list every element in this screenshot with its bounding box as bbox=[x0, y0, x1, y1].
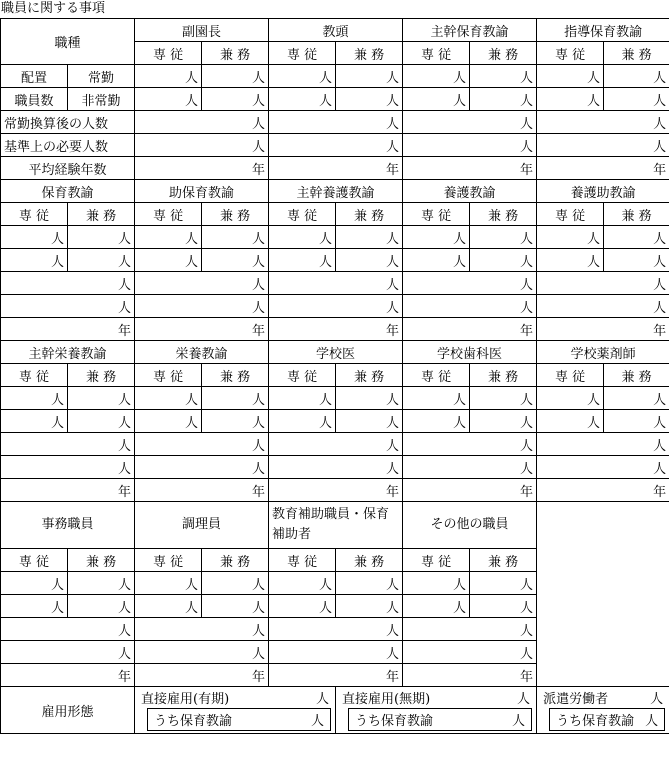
senju-label: 専 従 bbox=[403, 203, 470, 226]
kenmu-label: 兼 務 bbox=[202, 203, 269, 226]
years-field[interactable]: 年 bbox=[135, 664, 269, 687]
count-field[interactable]: 人 bbox=[470, 410, 537, 433]
count-field[interactable]: 人 bbox=[403, 111, 537, 134]
count-field[interactable]: 人 bbox=[269, 595, 336, 618]
role-header: 主幹栄養教諭 bbox=[1, 341, 135, 364]
count-field[interactable]: 人 bbox=[470, 88, 537, 111]
count-field[interactable]: 人 bbox=[1, 641, 135, 664]
role-header: 栄養教諭 bbox=[135, 341, 269, 364]
jokin-kansan-label: 常勤換算後の人数 bbox=[1, 111, 135, 134]
kenmu-label: 兼 務 bbox=[604, 42, 669, 65]
count-field[interactable]: 人 bbox=[202, 387, 269, 410]
count-field[interactable]: 人 bbox=[403, 433, 537, 456]
employment-count[interactable]: 人 bbox=[517, 692, 531, 707]
heikin-label: 平均経験年数 bbox=[1, 157, 135, 180]
count-field[interactable]: 人 bbox=[1, 387, 68, 410]
employment-label: 直接雇用(無期) bbox=[342, 692, 431, 707]
blank-area bbox=[537, 502, 669, 687]
count-field[interactable]: 人 bbox=[1, 595, 68, 618]
count-field[interactable]: 人 bbox=[336, 88, 403, 111]
count-field[interactable]: 人 bbox=[1, 456, 135, 479]
years-field[interactable]: 年 bbox=[269, 318, 403, 341]
count-field[interactable]: 人 bbox=[269, 226, 336, 249]
count-field[interactable]: 人 bbox=[269, 134, 403, 157]
years-field[interactable]: 年 bbox=[537, 479, 669, 502]
count-field[interactable]: 人 bbox=[537, 134, 669, 157]
count-field[interactable]: 人 bbox=[537, 387, 604, 410]
count-field[interactable]: 人 bbox=[403, 295, 537, 318]
count-field[interactable]: 人 bbox=[202, 410, 269, 433]
count-field[interactable]: 人 bbox=[604, 387, 669, 410]
count-field[interactable]: 人 bbox=[1, 433, 135, 456]
count-field[interactable]: 人 bbox=[403, 272, 537, 295]
count-field[interactable]: 人 bbox=[202, 249, 269, 272]
count-field[interactable]: 人 bbox=[269, 111, 403, 134]
count-field[interactable]: 人 bbox=[68, 226, 135, 249]
kenmu-label: 兼 務 bbox=[336, 42, 403, 65]
employment-count[interactable]: 人 bbox=[650, 692, 664, 707]
count-field[interactable]: 人 bbox=[1, 618, 135, 641]
count-field[interactable]: 人 bbox=[202, 65, 269, 88]
count-field[interactable]: 人 bbox=[269, 618, 403, 641]
role-header: 教頭 bbox=[269, 19, 403, 42]
count-field[interactable]: 人 bbox=[68, 572, 135, 595]
senju-label: 専 従 bbox=[1, 203, 68, 226]
count-field[interactable]: 人 bbox=[1, 226, 68, 249]
count-field[interactable]: 人 bbox=[403, 410, 470, 433]
role-header: 教育補助職員・保育補助者 bbox=[269, 502, 403, 549]
senju-label: 専 従 bbox=[135, 203, 202, 226]
count-field[interactable]: 人 bbox=[403, 572, 470, 595]
count-field[interactable]: 人 bbox=[537, 272, 669, 295]
kenmu-label: 兼 務 bbox=[336, 203, 403, 226]
role-header: その他の職員 bbox=[403, 502, 537, 549]
haichi-label: 配置 bbox=[1, 65, 68, 88]
count-field[interactable]: 人 bbox=[135, 88, 202, 111]
kenmu-label: 兼 務 bbox=[604, 203, 669, 226]
count-field[interactable]: 人 bbox=[403, 134, 537, 157]
count-field[interactable]: 人 bbox=[336, 226, 403, 249]
count-field[interactable]: 人 bbox=[269, 641, 403, 664]
kenmu-label: 兼 務 bbox=[202, 549, 269, 572]
count-field[interactable]: 人 bbox=[604, 88, 669, 111]
count-field[interactable]: 人 bbox=[135, 272, 269, 295]
count-field[interactable]: 人 bbox=[68, 595, 135, 618]
count-field[interactable]: 人 bbox=[269, 433, 403, 456]
count-field[interactable]: 人 bbox=[470, 65, 537, 88]
count-field[interactable]: 人 bbox=[202, 595, 269, 618]
count-field[interactable]: 人 bbox=[68, 410, 135, 433]
years-field[interactable]: 年 bbox=[403, 157, 537, 180]
years-field[interactable]: 年 bbox=[269, 479, 403, 502]
kenmu-label: 兼 務 bbox=[68, 364, 135, 387]
count-field[interactable]: 人 bbox=[1, 272, 135, 295]
kenmu-label: 兼 務 bbox=[68, 549, 135, 572]
count-field[interactable]: 人 bbox=[269, 295, 403, 318]
role-header: 指導保育教諭 bbox=[537, 19, 669, 42]
count-field[interactable]: 人 bbox=[135, 618, 269, 641]
count-field[interactable]: 人 bbox=[135, 387, 202, 410]
count-field[interactable]: 人 bbox=[403, 595, 470, 618]
count-field[interactable]: 人 bbox=[135, 134, 269, 157]
count-field[interactable]: 人 bbox=[537, 111, 669, 134]
role-header: 助保育教諭 bbox=[135, 180, 269, 203]
senju-label: 専 従 bbox=[1, 549, 68, 572]
senju-label: 専 従 bbox=[403, 364, 470, 387]
count-field[interactable]: 人 bbox=[470, 595, 537, 618]
years-field[interactable]: 年 bbox=[135, 318, 269, 341]
kenmu-label: 兼 務 bbox=[202, 42, 269, 65]
count-field[interactable]: 人 bbox=[604, 65, 669, 88]
role-header: 主幹保育教諭 bbox=[403, 19, 537, 42]
count-field[interactable]: 人 bbox=[537, 456, 669, 479]
senju-label: 専 従 bbox=[537, 203, 604, 226]
role-header: 事務職員 bbox=[1, 502, 135, 549]
senju-kenmu-row bbox=[1, 364, 669, 387]
senju-kenmu-row bbox=[1, 203, 669, 226]
hijokin-label: 非常勤 bbox=[68, 88, 135, 111]
role-header: 学校歯科医 bbox=[403, 341, 537, 364]
count-field[interactable]: 人 bbox=[470, 572, 537, 595]
years-field[interactable]: 年 bbox=[135, 479, 269, 502]
count-field[interactable]: 人 bbox=[68, 249, 135, 272]
years-field[interactable]: 年 bbox=[403, 479, 537, 502]
employment-fixed-term bbox=[135, 687, 336, 734]
count-field[interactable]: 人 bbox=[403, 387, 470, 410]
count-field[interactable]: 人 bbox=[403, 618, 537, 641]
years-field[interactable]: 年 bbox=[1, 664, 135, 687]
shokuinsu-label: 職員数 bbox=[1, 88, 68, 111]
count-field[interactable]: 人 bbox=[135, 295, 269, 318]
employment-count[interactable]: 人 bbox=[316, 692, 330, 707]
count-field[interactable]: 人 bbox=[537, 65, 604, 88]
role-header: 保育教諭 bbox=[1, 180, 135, 203]
years-field[interactable]: 年 bbox=[537, 157, 669, 180]
employment-dispatch bbox=[537, 687, 669, 734]
page-title: 職員に関する事項 bbox=[1, 1, 106, 16]
role-header: 副園長 bbox=[135, 19, 269, 42]
count-field[interactable]: 人 bbox=[269, 410, 336, 433]
count-field[interactable]: 人 bbox=[537, 410, 604, 433]
employment-label: 直接雇用(有期) bbox=[141, 692, 230, 707]
senju-label: 専 従 bbox=[135, 42, 202, 65]
count-field[interactable]: 人 bbox=[336, 595, 403, 618]
count-field[interactable]: 人 bbox=[135, 595, 202, 618]
years-field[interactable]: 年 bbox=[403, 318, 537, 341]
count-field[interactable]: 人 bbox=[269, 572, 336, 595]
senju-label: 専 従 bbox=[403, 549, 470, 572]
count-field[interactable]: 人 bbox=[537, 226, 604, 249]
count-field[interactable]: 人 bbox=[470, 387, 537, 410]
senju-label: 専 従 bbox=[269, 364, 336, 387]
count-field[interactable]: 人 bbox=[269, 88, 336, 111]
count-field[interactable]: 人 bbox=[135, 433, 269, 456]
staff-table bbox=[0, 18, 669, 734]
count-field[interactable]: 人 bbox=[336, 65, 403, 88]
count-field[interactable]: 人 bbox=[68, 387, 135, 410]
count-field[interactable]: 人 bbox=[604, 410, 669, 433]
role-header: 養護助教諭 bbox=[537, 180, 669, 203]
senju-label: 専 従 bbox=[537, 42, 604, 65]
senju-label: 専 従 bbox=[269, 42, 336, 65]
count-field[interactable]: 人 bbox=[1, 572, 68, 595]
years-field[interactable]: 年 bbox=[135, 157, 269, 180]
count-field[interactable]: 人 bbox=[269, 456, 403, 479]
count-field[interactable]: 人 bbox=[336, 410, 403, 433]
kenmu-label: 兼 務 bbox=[604, 364, 669, 387]
kenmu-label: 兼 務 bbox=[470, 42, 537, 65]
count-field[interactable]: 人 bbox=[269, 387, 336, 410]
employment-sub-label: うち保育教諭 bbox=[556, 714, 635, 729]
count-field[interactable]: 人 bbox=[403, 456, 537, 479]
employment-sub-count[interactable]: 人 bbox=[311, 714, 325, 729]
count-field[interactable]: 人 bbox=[470, 226, 537, 249]
role-header: 学校医 bbox=[269, 341, 403, 364]
count-field[interactable]: 人 bbox=[1, 295, 135, 318]
employment-sub-label: うち保育教諭 bbox=[154, 714, 233, 729]
kenmu-label: 兼 務 bbox=[336, 364, 403, 387]
role-header: 養護教諭 bbox=[403, 180, 537, 203]
count-field[interactable]: 人 bbox=[336, 572, 403, 595]
count-field[interactable]: 人 bbox=[1, 249, 68, 272]
senju-label: 専 従 bbox=[403, 42, 470, 65]
count-field[interactable]: 人 bbox=[202, 572, 269, 595]
senju-label: 専 従 bbox=[1, 364, 68, 387]
senju-label: 専 従 bbox=[135, 364, 202, 387]
kenmu-label: 兼 務 bbox=[68, 203, 135, 226]
count-field[interactable]: 人 bbox=[202, 88, 269, 111]
count-field[interactable]: 人 bbox=[537, 295, 669, 318]
years-field[interactable]: 年 bbox=[269, 157, 403, 180]
kenmu-label: 兼 務 bbox=[470, 549, 537, 572]
years-field[interactable]: 年 bbox=[269, 664, 403, 687]
count-field[interactable]: 人 bbox=[403, 65, 470, 88]
count-field[interactable]: 人 bbox=[202, 226, 269, 249]
count-field[interactable]: 人 bbox=[135, 456, 269, 479]
count-field[interactable]: 人 bbox=[537, 249, 604, 272]
count-field[interactable]: 人 bbox=[269, 272, 403, 295]
count-field[interactable]: 人 bbox=[403, 88, 470, 111]
count-field[interactable]: 人 bbox=[1, 410, 68, 433]
count-field[interactable]: 人 bbox=[269, 65, 336, 88]
kijun-label: 基準上の必要人数 bbox=[1, 134, 135, 157]
years-field[interactable]: 年 bbox=[403, 664, 537, 687]
count-field[interactable]: 人 bbox=[403, 226, 470, 249]
count-field[interactable]: 人 bbox=[604, 249, 669, 272]
count-field[interactable]: 人 bbox=[135, 65, 202, 88]
employment-sub-count[interactable]: 人 bbox=[645, 714, 659, 729]
count-field[interactable]: 人 bbox=[336, 249, 403, 272]
years-field[interactable]: 年 bbox=[1, 479, 135, 502]
senju-label: 専 従 bbox=[269, 203, 336, 226]
kenmu-label: 兼 務 bbox=[202, 364, 269, 387]
count-field[interactable]: 人 bbox=[135, 111, 269, 134]
employment-sub-label: うち保育教諭 bbox=[355, 714, 434, 729]
role-header: 学校薬剤師 bbox=[537, 341, 669, 364]
count-field[interactable]: 人 bbox=[135, 249, 202, 272]
kenmu-label: 兼 務 bbox=[336, 549, 403, 572]
count-field[interactable]: 人 bbox=[604, 226, 669, 249]
employment-label: 派遣労働者 bbox=[543, 692, 609, 707]
count-field[interactable]: 人 bbox=[135, 572, 202, 595]
koyo-label: 雇用形態 bbox=[1, 687, 135, 734]
count-field[interactable]: 人 bbox=[403, 641, 537, 664]
count-field[interactable]: 人 bbox=[135, 410, 202, 433]
role-header: 主幹養護教諭 bbox=[269, 180, 403, 203]
years-field[interactable]: 年 bbox=[1, 318, 135, 341]
senju-label: 専 従 bbox=[269, 549, 336, 572]
count-field[interactable]: 人 bbox=[336, 387, 403, 410]
count-field[interactable]: 人 bbox=[269, 249, 336, 272]
shokushu-header: 職種 bbox=[1, 19, 135, 65]
count-field[interactable]: 人 bbox=[537, 433, 669, 456]
count-field[interactable]: 人 bbox=[537, 88, 604, 111]
role-header: 調理員 bbox=[135, 502, 269, 549]
employment-indefinite bbox=[336, 687, 537, 734]
count-field[interactable]: 人 bbox=[135, 641, 269, 664]
kenmu-label: 兼 務 bbox=[470, 203, 537, 226]
jokin-label: 常勤 bbox=[68, 65, 135, 88]
count-field[interactable]: 人 bbox=[403, 249, 470, 272]
employment-sub-count[interactable]: 人 bbox=[512, 714, 526, 729]
senju-label: 専 従 bbox=[537, 364, 604, 387]
count-field[interactable]: 人 bbox=[135, 226, 202, 249]
count-field[interactable]: 人 bbox=[470, 249, 537, 272]
kenmu-label: 兼 務 bbox=[470, 364, 537, 387]
senju-label: 専 従 bbox=[135, 549, 202, 572]
years-field[interactable]: 年 bbox=[537, 318, 669, 341]
